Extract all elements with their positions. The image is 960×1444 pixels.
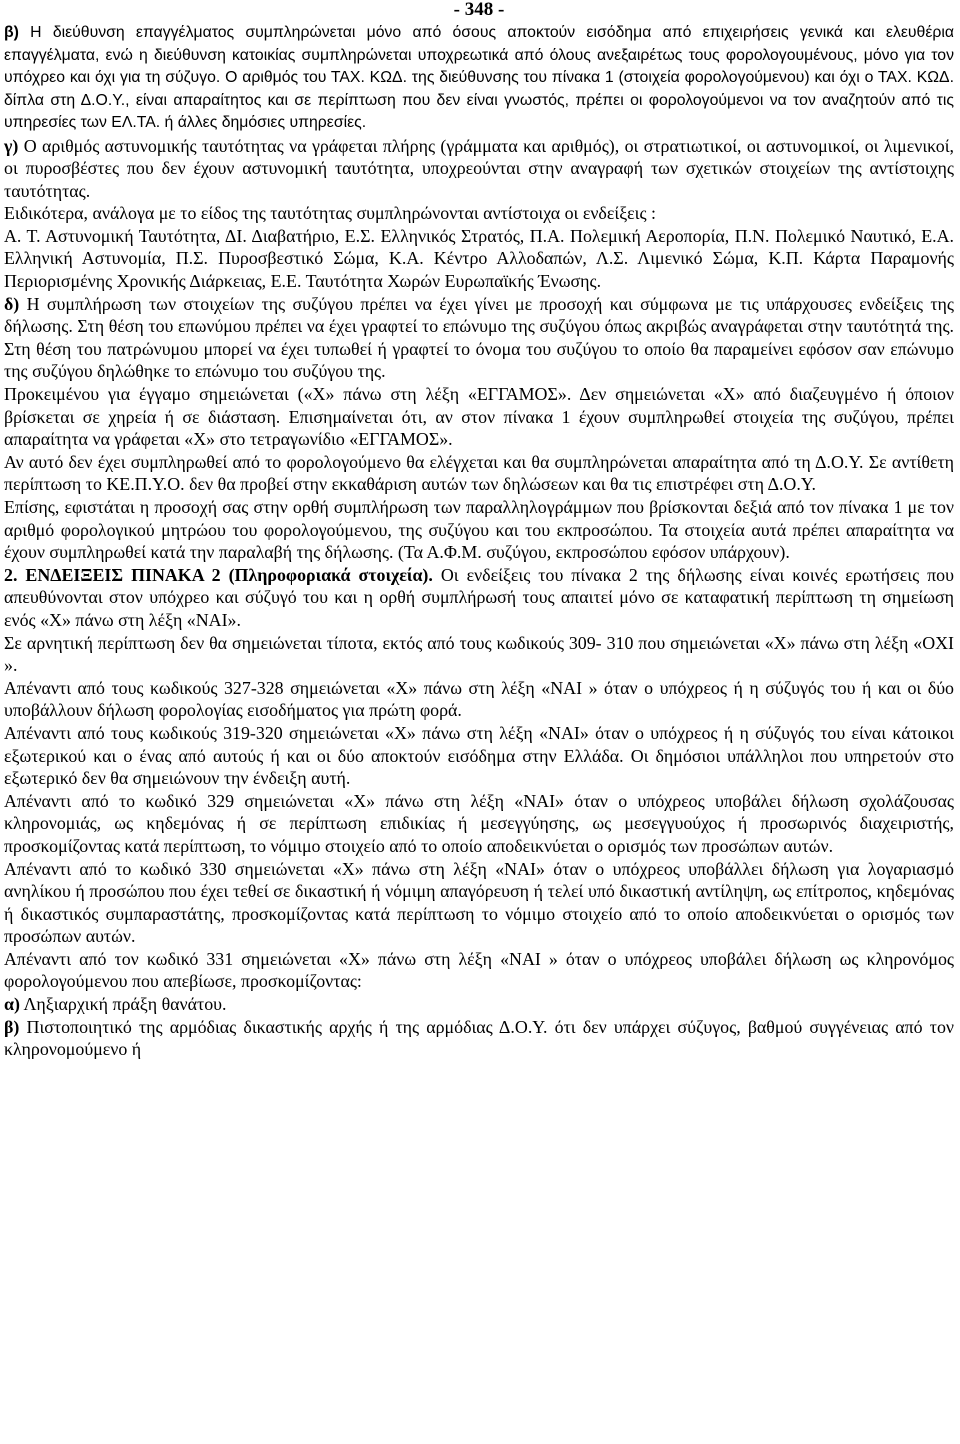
list-item-alpha xyxy=(4,993,954,1016)
paragraph-text: Ο αριθμός αστυνομικής ταυτότητας να γράφεται πλήρης (γράμματα και αριθμός), οι στρατιωτικοί, οι αστυνομικοί, οι λιμενικοί, οι πυροσβέστες που δεν έχουν αστυνομική ταυτότητα, υποχρεούνται στην αναγραφή των σχετικών στοιχείων της αντίστοιχης ταυτότητας. xyxy=(4,135,954,201)
item-label: δ) xyxy=(4,293,20,314)
paragraph-identity-types-intro: Ειδικότερα, ανάλογα με το είδος της ταυτότητας συμπληρώνονται αντίστοιχα οι ενδείξεις : xyxy=(4,203,657,224)
paragraph-text: Η συμπλήρωση των στοιχείων της συζύγου πρέπει να έχει γίνει με προσοχή και σύμφωνα με τις υπάρχουσες ενδείξεις της δήλωσης. Στη θέση του επωνύμου πρέπει να έχει γραφτεί το επώνυμο της συζύγου όπως ακριβώς αναγράφεται στην ταυτότητά της. Στη θέση του πατρώνυμου μπορεί να έχει τυπωθεί ή γραφτεί το όνομα του συζύγου το οποίο θα παραμείνει εφόσον σαν επώνυμο της συζύγου δηλώθηκε το επώνυμο του συζύγου της. xyxy=(4,293,954,382)
item-label: α) xyxy=(4,994,20,1015)
paragraph-text: Η διεύθυνση επαγγέλματος συμπληρώνεται μόνο από όσους αποκτούν εισόδημα από επιχειρήσεις γενικά και ελευθέρια επαγγέλματα, ενώ η διεύθυνση κατοικίας συμπληρώνεται υποχρεωτικά από όλους ανεξαιρέτως τους φορολογουμένους, μόνο για τον υπόχρεο και όχι για τη σύζυγο. Ο αριθμός του ΤΑΧ. ΚΩΔ. της διεύθυνσης του πίνακα 1 (στοιχεία φορολογούμενου) και όχι ο ΤΑΧ. ΚΩΔ. δίπλα στη Δ.Ο.Υ., είναι απαραίτητος και σε περίπτωση που δεν είναι γνωστός, πρέπει οι φορολογούμενοι να τον αναζητούν από τις υπηρεσίες των ΕΛ.ΤΑ. ή άλλες δημόσιες υπηρεσίες. xyxy=(4,24,954,131)
paragraph-table2-heading xyxy=(4,564,954,632)
section-address-id xyxy=(4,22,954,135)
paragraph-married: Προκειμένου για έγγαμο σημειώνεται («Χ» πάνω στη λέξη «ΕΓΓΑΜΟΣ». Δεν σημειώνεται «Χ» από διαζευγμένο ή όποιον βρίσκεται σε χηρεία ή σε διάσταση. Επισημαίνεται ότι, αν στον πίνακα 1 έχουν συμπληρωθεί στοιχεία της συζύγου, πρέπει απαραίτητα να γράφεται «Χ» στο τετραγωνίδιο «ΕΓΓΑΜΟΣ». xyxy=(4,384,954,450)
paragraph-doy-check: Αν αυτό δεν έχει συμπληρωθεί από το φορολογούμενο θα ελέγχεται και θα συμπληρώνεται απαραίτητα από τη Δ.Ο.Υ. Σε αντίθετη περίπτωση το ΚΕ.Π.Υ.Ο. δεν θα προβεί στην εκκαθάριση αυτών των δηλώσεων και θα τις επιστρέφει στη Δ.Ο.Υ. xyxy=(4,451,954,495)
paragraph-afm: Επίσης, εφιστάται η προσοχή σας στην ορθή συμπλήρωση των παραλληλογράμμων που βρίσκονται δεξιά από τον πίνακα 1 με τον αριθμό φορολογικού μητρώου του φορολογούμενου, της συζύγου και του εκπροσώπου. Τα στοιχεία αυτά πρέπει απαραίτητα να έχουν συμπληρωθεί κατά την παραλαβή της δήλωσης. (Τα Α.Φ.Μ. συζύγου, εκπροσώπου εφόσον υπάρχουν). xyxy=(4,497,954,563)
paragraph-code-327-328: Απέναντι από τους κωδικούς 327-328 σημειώνεται «Χ» πάνω στη λέξη «ΝΑΙ » όταν ο υπόχρεος ή η σύζυγός του ή και οι δύο υποβάλλουν δήλωση φορολογίας εισοδήματος για πρώτη φορά. xyxy=(4,677,954,721)
section-table-2 xyxy=(4,564,954,1061)
paragraph-code-331: Απέναντι από τον κωδικό 331 σημειώνεται «Χ» πάνω στη λέξη «ΝΑΙ » όταν ο υπόχρεος υποβάλει δήλωση ως κληρονόμος φορολογούμενου που απεβίωσε, προσκομίζοντας: xyxy=(4,948,954,992)
item-label: β) xyxy=(4,24,19,41)
paragraph-gamma-identity xyxy=(4,135,954,203)
paragraph-code-330: Απέναντι από το κωδικό 330 σημειώνεται «Χ» πάνω στη λέξη «ΝΑΙ» όταν ο υπόχρεος υποβάλλει δήλωση για λογαριασμό ανηλίκου ή προσώπου που έχει τεθεί σε δικαστική ή νόμιμη απαγόρευση ή τελεί υπό δικαστική αντίληψη, ως επίτροπος, κηδεμόνας ή δικαστικός συμπαραστάτης, προσκομίζοντας κατά περίπτωση το νόμιμο στοιχείο από το οποίο αποδεικνύεται ο ορισμός των προσώπων αυτών. xyxy=(4,858,954,947)
list-item-beta xyxy=(4,1016,954,1061)
section-spouse xyxy=(4,293,954,564)
section-identity xyxy=(4,135,954,293)
paragraph-delta-spouse xyxy=(4,293,954,383)
paragraph-negative-case: Σε αρνητική περίπτωση δεν θα σημειώνεται τίποτα, εκτός από τους κωδικούς 309- 310 που σημειώνεται «Χ» πάνω στη λέξη «ΟΧΙ ». xyxy=(4,632,954,676)
item-label: β) xyxy=(4,1016,20,1037)
paragraph-identity-codes: Α. Τ. Αστυνομική Ταυτότητα, ΔΙ. Διαβατήριο, Ε.Σ. Ελληνικός Στρατός, Π.Α. Πολεμική Αεροπορία, Π.Ν. Πολεμικό Ναυτικό, Ε.Α. Ελληνική Αστυνομία, Π.Σ. Πυροσβεστικό Σώμα, Κ.Α. Κέντρο Αλλοδαπών, Λ.Σ. Λιμενικό Σώμα, Κ.Π. Κάρτα Παραμονής Περιορισμένης Χρονικής Διάρκειας, Ε.Ε. Ταυτότητα Χωρών Ευρωπαϊκής Ένωσης. xyxy=(4,225,954,292)
item-label: γ) xyxy=(4,135,19,156)
paragraph-beta-address xyxy=(4,22,954,135)
paragraph-code-319-320: Απέναντι από τους κωδικούς 319-320 σημειώνεται «Χ» πάνω στη λέξη «ΝΑΙ» όταν ο υπόχρεος ή η σύζυγός του είναι κάτοικοι εξωτερικού και ο ένας από αυτούς ή και οι δύο αποκτούν εισόδημα στην Ελλάδα. Οι δημόσιοι υπάλληλοι που υπηρετούν στο εξωτερικό δεν θα σημειώνουν την ένδειξη αυτή. xyxy=(4,722,954,789)
section-heading: 2. ΕΝΔΕΙΞΕΙΣ ΠΙΝΑΚΑ 2 (Πληροφοριακά στοιχεία). xyxy=(4,564,433,585)
paragraph-text: Οι ενδείξεις του πίνακα 2 της δήλωσης είναι κοινές ερωτήσεις που απευθύνονται στον υπόχρεο και σύζυγό του και η ορθή συμπλήρωσή τους απαιτεί μόνο σε καταφατική περίπτωση τη σημείωση ενός «Χ» πάνω στη λέξη «ΝΑΙ». xyxy=(4,564,954,630)
page-number: - 348 - xyxy=(453,0,505,20)
paragraph-code-329: Απέναντι από το κωδικό 329 σημειώνεται «Χ» πάνω στη λέξη «ΝΑΙ» όταν ο υπόχρεος υποβάλει δήλωση σχολάζουσας κληρονομιάς, ως κηδεμόνας ή σε περίπτωση επιδικίας ή μεσεγγύησης, ως μεσεγγυούχος ή προσωρινός διαχειριστής, προσκομίζοντας κατά περίπτωση, το νόμιμο στοιχείο από το οποίο αποδεικνύεται ο ορισμός των προσώπων αυτών. xyxy=(4,790,954,856)
list-item-text: Ληξιαρχική πράξη θανάτου. xyxy=(19,994,227,1015)
list-item-text: Πιστοποιητικό της αρμόδιας δικαστικής αρχής ή της αρμόδιας Δ.Ο.Υ. ότι δεν υπάρχει σύζυγος, βαθμού συγγένειας από τον κληρονομούμενο ή xyxy=(4,1016,954,1060)
